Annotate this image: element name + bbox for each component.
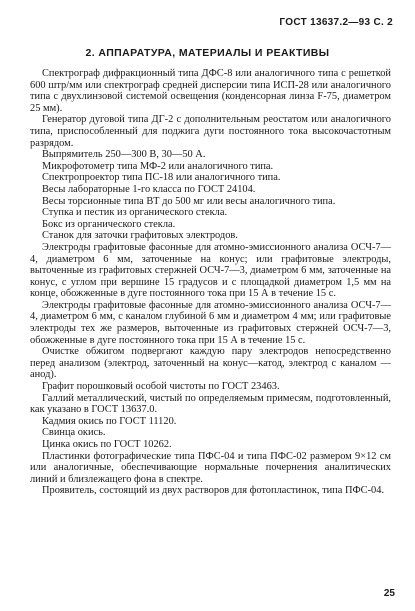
- paragraph: Спектропроектор типа ПС-18 или аналогичного типа.: [42, 172, 281, 184]
- paragraph: Весы торсионные типа ВТ до 500 мг или весы аналогичного типа.: [42, 195, 336, 207]
- paragraph: Бокс из органического стекла.: [42, 218, 176, 230]
- paragraph: Свинца окись.: [42, 427, 106, 439]
- paragraph: Электроды графитовые фасонные для атомно-эмиссионного анализа ОСЧ-7—4, диаметром 6 мм, заточенные на конус; или графитовые электроды, выточенные из графитовых стержней ОСЧ-7—3, диаметром 6 мм, заточенные на конус, с углом при вершине 15 градусов и с площадкой диаметром 1,5 мм на конце, обожженные в дуге постоянного тока при 15 А в течение 15 с.: [30, 241, 391, 300]
- paragraph: Электроды графитовые фасонные для атомно-эмиссионного анализа ОСЧ-7—4, диаметром 6 мм, с каналом глубиной 6 мм и диаметром 4 мм; или графитовые электроды тех же размеров, выточенные из графитовых стержней ОСЧ-7—3, обожженные в дуге постоянного тока при 15 А в течение 15 с.: [30, 299, 391, 346]
- paragraph: Очистке обжигом подвергают каждую пару электродов непосредственно перед анализом (электрод, заточенный на конус—катод, электрод с каналом — анод).: [30, 346, 391, 381]
- paragraph: Цинка окись по ГОСТ 10262.: [42, 439, 172, 450]
- paragraph: Кадмия окись по ГОСТ 11120.: [42, 415, 177, 427]
- section-body: [30, 68, 391, 497]
- paragraph: Выпрямитель 250—300 В, 30—50 А.: [42, 149, 206, 161]
- section-title: 2. АППАРАТУРА, МАТЕРИАЛЫ И РЕАКТИВЫ: [85, 47, 330, 59]
- paragraph: Станок для заточки графитовых электродов.: [42, 230, 238, 242]
- paragraph: Графит порошковый особой чистоты по ГОСТ 23463.: [42, 381, 280, 393]
- paragraph: Весы лабораторные 1-го класса по ГОСТ 24104.: [42, 183, 256, 195]
- paragraph: Микрофотометр типа МФ-2 или аналогичного типа.: [42, 160, 274, 172]
- paragraph: Галлий металлический, чистый по определяемым примесям, подготовленный, как указано в ГОСТ 13637.0.: [30, 392, 391, 416]
- paragraph: Ступка и пестик из органического стекла.: [42, 207, 228, 219]
- page-number: 25: [383, 588, 395, 599]
- paragraph: Проявитель, состоящий из двух растворов для фотопластинок, типа ПФС-04.: [42, 485, 385, 497]
- paragraph: Пластинки фотографические типа ПФС-04 и типа ПФС-02 размером 9×12 см или аналогичные, обеспечивающие нормальные почернения аналитических линий и близлежащего фона в спектре.: [30, 450, 391, 485]
- paragraph: Генератор дуговой типа ДГ-2 с дополнительным реостатом или аналогичного типа, приспособленный для поджига дуги постоянного тока высокочастотным разрядом.: [30, 114, 391, 149]
- page-header: ГОСТ 13637.2—93 С. 2: [279, 17, 393, 28]
- paragraph: Спектрограф дифракционный типа ДФС-8 или аналогичного типа с решеткой 600 штр/мм или спектрограф средней дисперсии типа ИСП-28 или аналогичного типа с двухлинзовой системой освещения (конденсорная линза F-75, диаметром 25 мм).: [30, 68, 391, 114]
